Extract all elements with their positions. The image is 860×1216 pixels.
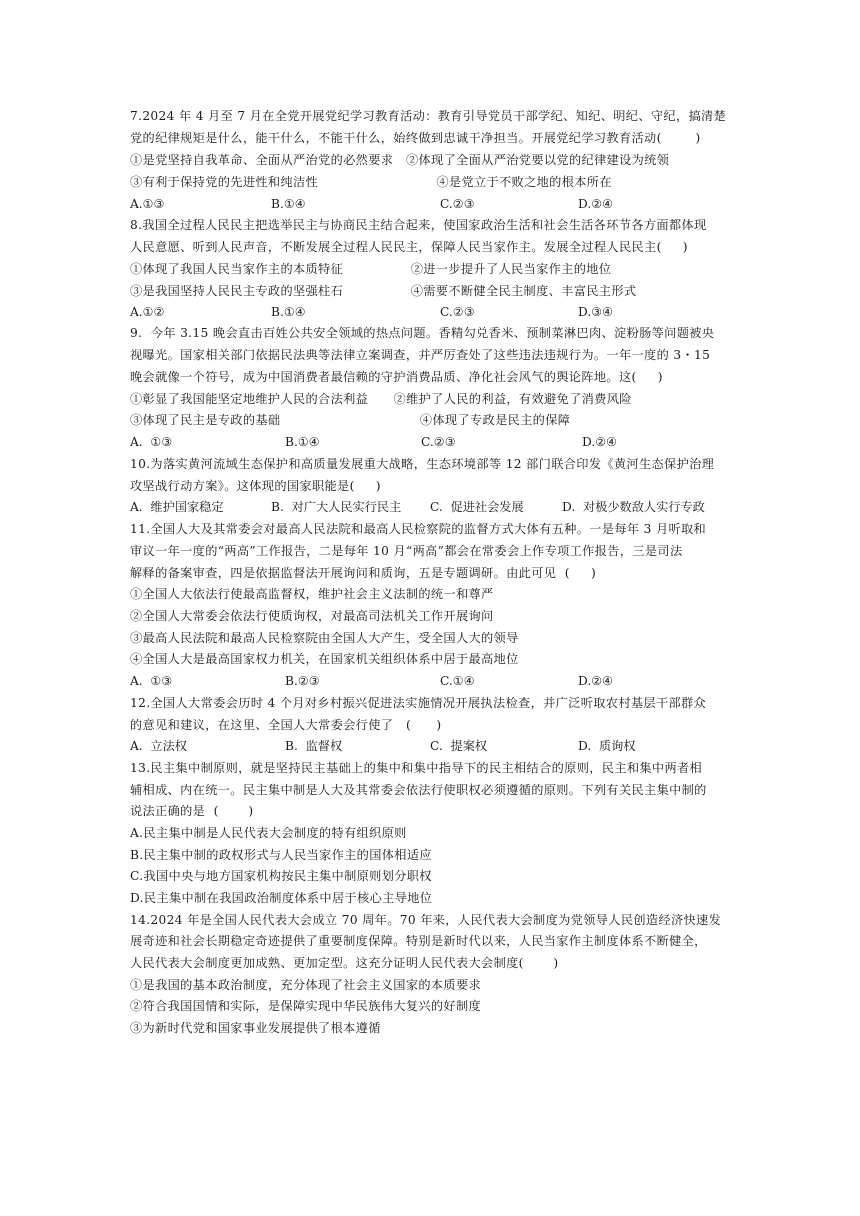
q7-option-c: C.②③ xyxy=(440,197,475,211)
q7-item-line-1: ①是党坚持自我革命、全面从严治党的必然要求 ②体现了全面从严治党要以党的纪律建设为统领 xyxy=(130,153,670,167)
q12-option-c: C. 提案权 xyxy=(430,739,488,753)
q11-stem-line-1: 11.全国人大及其常委会对最高人民法院和最高人民检察院的监督方式大体有五种。一是每年 3 月听取和 xyxy=(130,522,707,536)
q9-stem-line-3: 晚会就像一个符号，成为中国消费者最信赖的守护消费品质、净化社会风气的舆论阵地。这( ) xyxy=(130,370,663,384)
q11-option-c: C.①④ xyxy=(440,674,475,688)
q8-stem-line-2: 人民意愿、听到人民声音，不断发展全过程人民民主，保障人民当家作主。发展全过程人民民主( ) xyxy=(130,240,688,254)
q9-item-line-2: ③体现了民主是专政的基础 ④体现了专政是民主的保障 xyxy=(130,413,571,427)
q13-option-b: B.民主集中制的政权形式与人民当家作主的国体相适应 xyxy=(130,848,432,862)
q13-option-c: C.我国中央与地方国家机构按民主集中制原则划分职权 xyxy=(130,869,432,883)
q10-option-d: D. 对极少数敌人实行专政 xyxy=(562,500,705,514)
q10-option-a: A. 维护国家稳定 xyxy=(130,500,224,514)
q8-item-line-2: ③是我国坚持人民民主专政的坚强柱石 ④需要不断健全民主制度、丰富民主形式 xyxy=(130,284,637,298)
q9-option-d: D.②④ xyxy=(582,435,618,449)
q11-item-line-1: ①全国人大依法行使最高监督权，维护社会主义法制的统一和尊严 xyxy=(130,587,494,601)
q9-option-c: C.②③ xyxy=(421,435,456,449)
q11-option-b: B.②③ xyxy=(285,674,320,688)
q11-item-line-3: ③最高人民法院和最高人民检察院由全国人大产生，受全国人大的领导 xyxy=(130,631,519,645)
q11-stem-line-3: 解释的备案审查，四是依据监督法开展询问和质询，五是专题调研。由此可见 ( ) xyxy=(130,566,597,580)
q13-stem-line-1: 13.民主集中制原则，就是坚持民主基础上的集中和集中指导下的民主相结合的原则，民主和集中两者相 xyxy=(130,761,703,775)
q7-option-d: D.②④ xyxy=(578,197,614,211)
q8-option-c: C.②③ xyxy=(440,305,475,319)
q8-option-d: D.③④ xyxy=(578,305,614,319)
q8-option-a: A.①② xyxy=(130,305,165,319)
q12-stem-line-2: 的意见和建议，在这里、全国人大常委会行使了 ( ) xyxy=(130,718,442,732)
q7-item-line-2: ③有利于保持党的先进性和纯洁性 ④是党立于不败之地的根本所在 xyxy=(130,175,612,189)
q14-stem-line-1: 14.2024 年是全国人民代表大会成立 70 周年。70 年来，人民代表大会制度为党领导人民创造经济快速发 xyxy=(130,913,722,927)
q9-item-line-1: ①彰显了我国能坚定地维护人民的合法利益 ②维护了人民的利益，有效避免了消费风险 xyxy=(130,392,632,406)
q13-stem-line-2: 辅相成、内在统一。民主集中制是人大及其常委会依法行使职权必须遵循的原则。下列有关民主集中制的 xyxy=(130,783,707,797)
q12-option-b: B. 监督权 xyxy=(285,739,343,753)
q14-item-line-3: ③为新时代党和国家事业发展提供了根本遵循 xyxy=(130,1021,381,1035)
q13-option-d: D.民主集中制在我国政治制度体系中居于核心主导地位 xyxy=(130,891,433,905)
q12-option-d: D. 质询权 xyxy=(578,739,636,753)
q12-stem-line-1: 12.全国人大常委会历时 4 个月对乡村振兴促进法实施情况开展执法检查，并广泛听取农村基层干部群众 xyxy=(130,696,707,710)
q9-option-a: A. ①③ xyxy=(130,435,173,449)
q7-stem-line-1: 7.2024 年 4 月至 7 月在全党开展党纪学习教育活动：教育引导党员干部学纪、知纪、明纪、守纪，搞清楚 xyxy=(130,109,727,123)
q10-stem-line-1: 10.为落实黄河流域生态保护和高质量发展重大战略，生态环境部等 12 部门联合印发《黄河生态保护治理 xyxy=(130,457,715,471)
q14-item-line-1: ①是我国的基本政治制度，充分体现了社会主义国家的本质要求 xyxy=(130,978,482,992)
q7-option-a: A.①③ xyxy=(130,197,165,211)
q8-option-b: B.①④ xyxy=(271,305,306,319)
q11-option-a: A. ①③ xyxy=(130,674,173,688)
q14-stem-line-3: 人民代表大会制度更加成熟、更加定型。这充分证明人民代表大会制度( ) xyxy=(130,956,559,970)
q13-stem-line-3: 说法正确的是 ( ) xyxy=(130,804,254,818)
q14-item-line-2: ②符合我国国情和实际，是保障实现中华民族伟大复兴的好制度 xyxy=(130,999,482,1013)
q10-option-b: B. 对广大人民实行民主 xyxy=(271,500,402,514)
q11-item-line-2: ②全国人大常委会依法行使质询权，对最高司法机关工作开展询问 xyxy=(130,609,494,623)
q8-item-line-1: ①体现了我国人民当家作主的本质特征 ②进一步提升了人民当家作主的地位 xyxy=(130,262,612,276)
q10-stem-line-2: 攻坚战行动方案》。这体现的国家职能是( ) xyxy=(130,479,381,493)
q11-stem-line-2: 审议一年一度的“两高”工作报告，二是每年 10 月“两高”都会在常委会上作专项工作报告，三是司法 xyxy=(130,544,683,558)
q13-option-a: A.民主集中制是人民代表大会制度的特有组织原则 xyxy=(130,826,407,840)
q10-option-c: C. 促进社会发展 xyxy=(430,500,524,514)
q9-option-b: B.①④ xyxy=(285,435,320,449)
q9-stem-line-1: 9. 今年 3.15 晚会直击百姓公共安全领域的热点问题。香精勾兑香米、预制菜淋巴肉、淀粉肠等问题被央 xyxy=(130,326,715,340)
q7-stem-line-2: 党的纪律规矩是什么，能干什么，不能干什么，始终做到忠诚干净担当。开展党纪学习教育活动( ) xyxy=(130,131,701,145)
q7-option-b: B.①④ xyxy=(271,197,306,211)
q11-option-d: D.②④ xyxy=(578,674,614,688)
q14-stem-line-2: 展奇迹和社会长期稳定奇迹提供了重要制度保障。特别是新时代以来，人民当家作主制度体系不断健全， xyxy=(130,934,707,948)
q11-item-line-4: ④全国人大是最高国家权力机关，在国家机关组织体系中居于最高地位 xyxy=(130,652,519,666)
q8-stem-line-1: 8.我国全过程人民民主把选举民主与协商民主结合起来，使国家政治生活和社会生活各环节各方面都体现 xyxy=(130,218,707,232)
q12-option-a: A. 立法权 xyxy=(130,739,187,753)
q9-stem-line-2: 视曝光。国家相关部门依据民法典等法律立案调查，并严厉查处了这些违法违规行为。一年一度的 3・15 xyxy=(130,348,711,362)
